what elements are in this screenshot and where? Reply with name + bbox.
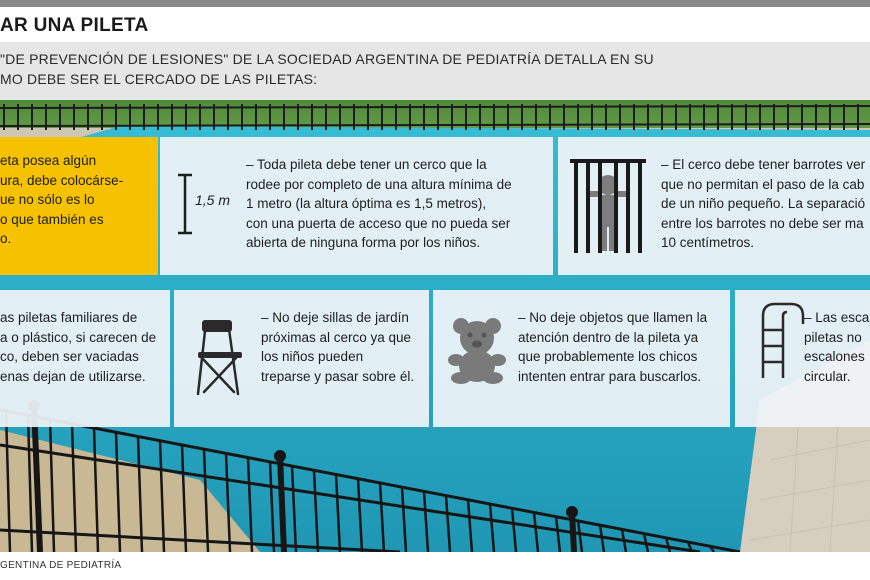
height-label: 1,5 m xyxy=(195,192,231,208)
tip-7-line: – Las esca xyxy=(804,310,870,325)
tip-6-line: que probablemente los chicos xyxy=(518,349,698,364)
tip-card-4 xyxy=(0,290,170,427)
tip-3-line: – El cerco debe tener barrotes ver xyxy=(661,157,866,172)
tip-1-line: ue no sólo es lo xyxy=(0,192,95,207)
tip-card-7 xyxy=(735,290,870,427)
page-title: AR UNA PILETA xyxy=(0,15,149,36)
tip-2-line: – Toda pileta debe tener un cerco que la xyxy=(246,157,487,172)
tip-3-text xyxy=(661,155,865,253)
tip-2-line: rodee por completo de una altura mínima de xyxy=(246,176,512,192)
child-behind-bars-icon xyxy=(570,159,646,255)
tip-5-line: treparse y pasar sobre él. xyxy=(261,368,415,384)
tip-1-line: o que también es xyxy=(0,211,104,227)
intro-line-2: MO DEBE SER EL CERCADO DE LAS PILETAS: xyxy=(0,71,318,87)
tip-5-line: – No deje sillas de jardín xyxy=(261,310,409,325)
tip-2-line: con una puerta de acceso que no pueda ser xyxy=(246,215,511,231)
tip-5-line: próximas al cerco ya que xyxy=(261,329,412,345)
tip-1-text xyxy=(0,151,123,249)
tip-7-text xyxy=(804,308,869,386)
tip-7-line: piletas no xyxy=(804,329,862,345)
front-fence-bar xyxy=(732,550,736,552)
tip-4-line: co, deben ser vaciadas xyxy=(0,349,139,364)
tip-7-line: circular. xyxy=(804,368,851,384)
tip-card-6 xyxy=(433,290,730,427)
tip-1-line: eta posea algún xyxy=(0,153,97,168)
tip-card-2 xyxy=(160,137,553,275)
tip-5-line: los niños pueden xyxy=(261,349,364,364)
intro-band xyxy=(0,42,870,100)
intro-line-1: "DE PREVENCIÓN DE LESIONES" DE LA SOCIEDAD ARGENTINA DE PEDIATRÍA DETALLA EN SU xyxy=(0,51,654,67)
tip-6-text xyxy=(518,308,707,386)
tip-3-line: que no permitan el paso de la cab xyxy=(661,176,865,192)
tip-card-1 xyxy=(0,137,158,275)
tip-5-text xyxy=(261,308,414,386)
tip-4-line: a o plástico, si carecen de xyxy=(0,329,157,345)
tip-2-line: abierta de ninguna forma por los niños. xyxy=(246,235,481,250)
tip-1-line: ura, debe colocárse- xyxy=(0,172,124,188)
tip-2-line: 1 metro (la altura óptima es 1,5 metros), xyxy=(246,196,487,211)
tip-6-line: – No deje objetos que llamen la xyxy=(518,310,708,325)
tip-card-5 xyxy=(174,290,429,427)
source-credit: GENTINA DE PEDIATRÍA xyxy=(0,560,122,571)
tip-1-line: o. xyxy=(0,231,12,246)
tip-6-line: intenten entrar para buscarlos. xyxy=(518,368,702,384)
tip-2-text xyxy=(246,155,512,253)
tip-7-line: escalones xyxy=(804,349,865,364)
tip-3-line: entre los barrotes no debe ser ma xyxy=(661,215,864,231)
tip-3-line: 10 centímetros. xyxy=(661,235,755,250)
tip-6-line: atención dentro de la pileta ya xyxy=(518,329,699,345)
tip-4-line: enas dejan de utilizarse. xyxy=(0,368,146,384)
folding-chair-icon xyxy=(188,316,246,396)
tip-4-line: as piletas familiares de xyxy=(0,310,138,325)
top-rule xyxy=(0,0,870,7)
tip-4-text xyxy=(0,308,156,386)
teddy-bear-icon xyxy=(447,316,509,384)
tip-card-3 xyxy=(558,137,870,275)
tip-3-line: de un niño pequeño. La separació xyxy=(661,196,866,211)
